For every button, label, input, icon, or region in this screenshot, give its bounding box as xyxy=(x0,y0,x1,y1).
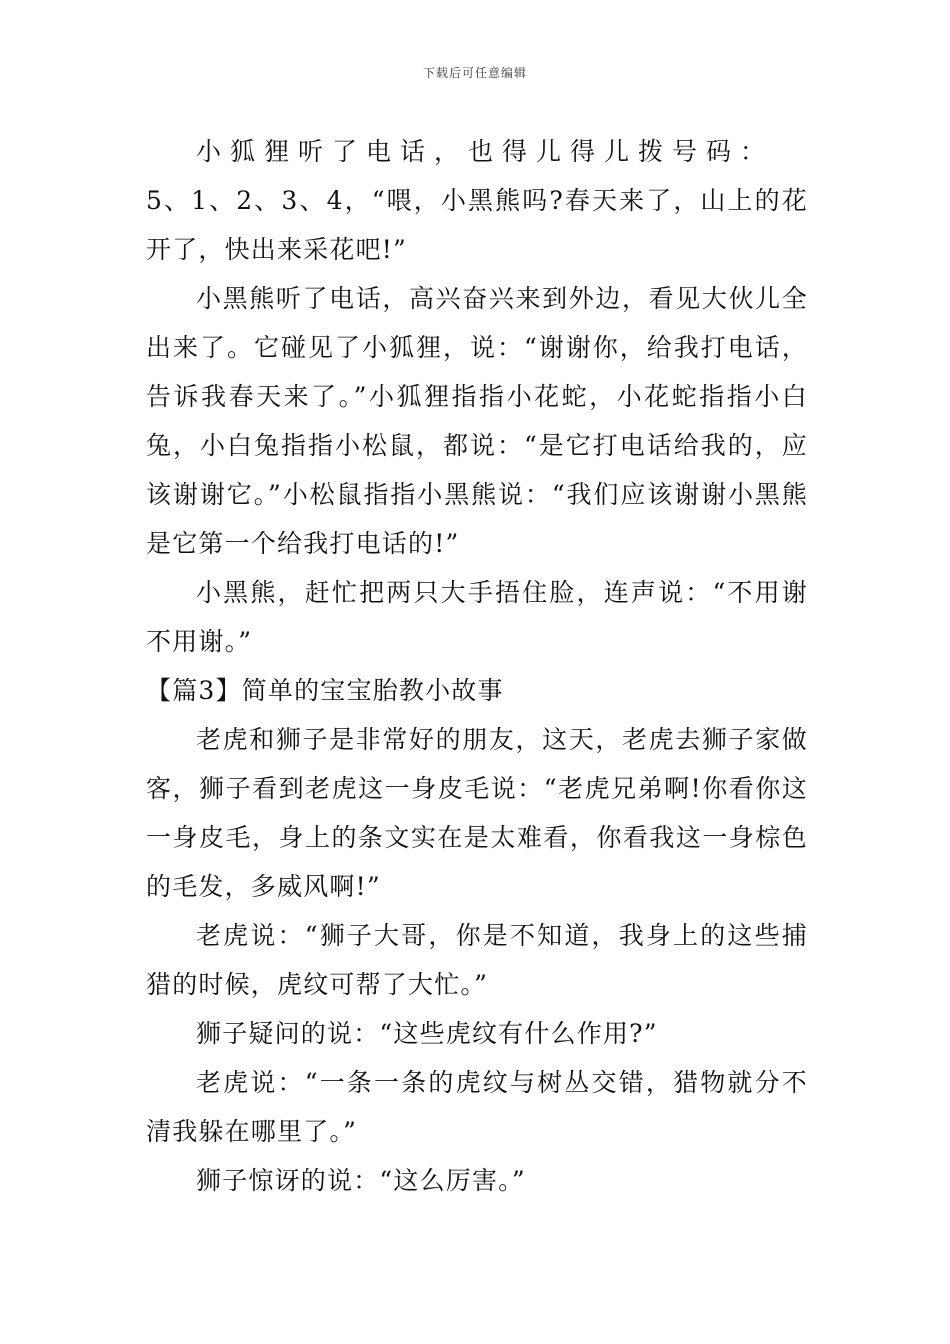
paragraph-black-bear-thanks: 小黑熊听了电话，高兴奋兴来到外边，看见大伙儿全出来了。它碰见了小狐狸，说：“谢谢你，给我打电话，告诉我春天来了。”小狐狸指指小花蛇，小花蛇指指小白兔，小白兔指指小松鼠，都说：“是它打电话给我的，应该谢谢它。”小松鼠指指小黑熊说：“我们应该谢谢小黑熊是它第一个给我打电话的!” xyxy=(146,284,808,558)
document-body xyxy=(146,127,808,1205)
paragraph-phone-call: 5、1、2、3、4，“喂，小黑熊吗?春天来了，山上的花开了，快出来采花吧!” xyxy=(146,186,808,264)
page-header: 下载后可任意编辑 xyxy=(422,66,527,80)
section-heading: 【篇3】简单的宝宝胎教小故事 xyxy=(146,676,504,705)
paragraph-lion-question: 狮子疑问的说：“这些虎纹有什么作用?” xyxy=(196,1019,658,1048)
paragraph-tiger-lion-intro: 老虎和狮子是非常好的朋友，这天，老虎去狮子家做客，狮子看到老虎这一身皮毛说：“老虎兄弟啊!你看你这一身皮毛，身上的条文实在是太难看，你看我这一身棕色的毛发，多威风啊!” xyxy=(146,725,808,901)
paragraph-black-bear-covers-face: 小黑熊，赶忙把两只大手捂住脸，连声说：“不用谢不用谢。” xyxy=(146,578,808,656)
paragraph-tiger-reply: 老虎说：“狮子大哥，你是不知道，我身上的这些捕猎的时候，虎纹可帮了大忙。” xyxy=(146,921,808,999)
paragraph-dialing: 小狐狸听了电话，也得儿得儿拨号码： xyxy=(196,137,775,166)
paragraph-lion-surprised: 狮子惊讶的说：“这么厉害。” xyxy=(196,1166,526,1195)
paragraph-tiger-explains: 老虎说：“一条一条的虎纹与树丛交错，猎物就分不清我躲在哪里了。” xyxy=(146,1068,808,1146)
